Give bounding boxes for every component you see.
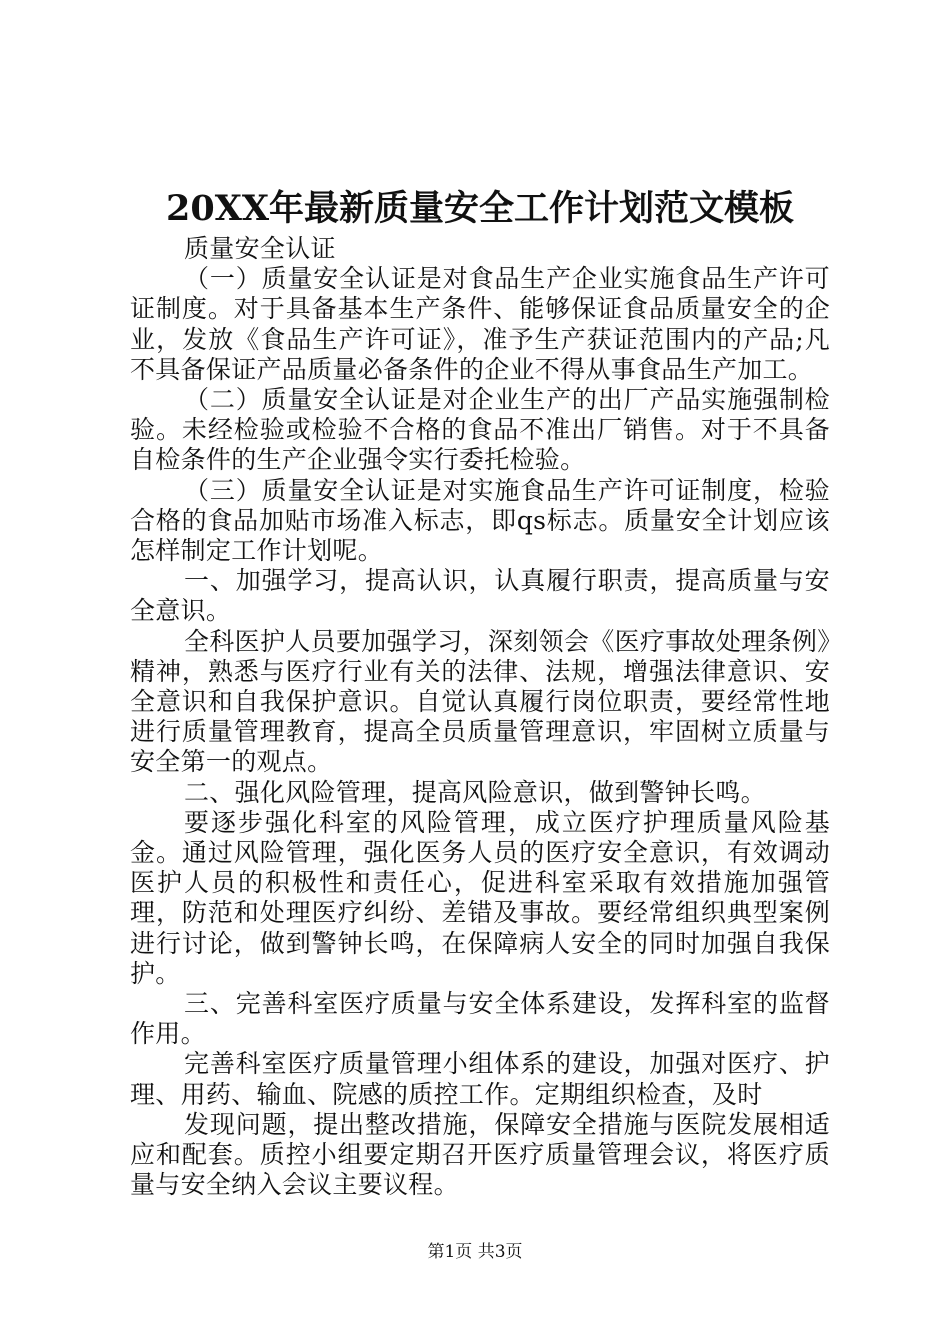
paragraph: 要逐步强化科室的风险管理，成立医疗护理质量风险基金。通过风险管理，强化医务人员的医疗安全意识，有效调动医护人员的积极性和责任心，促进科室采取有效措施加强管理，防范和处理医疗纠纷、差错及事故。要经常组织典型案例进行讨论，做到警钟长鸣，在保障病人安全的同时加强自我保护。 <box>130 807 830 988</box>
paragraph: 全科医护人员要加强学习，深刻领会《医疗事故处理条例》精神，熟悉与医疗行业有关的法律、法规，增强法律意识、安全意识和自我保护意识。自觉认真履行岗位职责，要经常性地进行质量管理教育，提高全员质量管理意识，牢固树立质量与安全第一的观点。 <box>130 626 830 777</box>
paragraph: 三、完善科室医疗质量与安全体系建设，发挥科室的监督作用。 <box>130 989 830 1049</box>
paragraph: 质量安全认证 <box>184 234 336 263</box>
document-body <box>130 234 830 1201</box>
paragraph: 完善科室医疗质量管理小组体系的建设，加强对医疗、护理、用药、输血、院感的质控工作。定期组织检查，及时 <box>130 1049 830 1109</box>
paragraph: 二、强化风险管理，提高风险意识，做到警钟长鸣。 <box>184 777 766 807</box>
document-title: 20XX年最新质量安全工作计划范文模板 <box>165 188 795 229</box>
paragraph: 一、加强学习，提高认识，认真履行职责，提高质量与安全意识。 <box>130 566 830 626</box>
paragraph: （三）质量安全认证是对实施食品生产许可证制度，检验合格的食品加贴市场准入标志，即qs标志。质量安全计划应该怎样制定工作计划呢。 <box>130 475 830 566</box>
page-footer: 第1页 共3页 <box>427 1242 523 1262</box>
paragraph: （二）质量安全认证是对企业生产的出厂产品实施强制检验。未经检验或检验不合格的食品不准出厂销售。对于不具备自检条件的生产企业强令实行委托检验。 <box>130 385 830 475</box>
paragraph: （一）质量安全认证是对食品生产企业实施食品生产许可证制度。对于具备基本生产条件、能够保证食品质量安全的企业，发放《食品生产许可证》，准予生产获证范围内的产品;凡不具备保证产品质量必备条件的企业不得从事食品生产加工。 <box>130 264 830 384</box>
paragraph: 发现问题，提出整改措施，保障安全措施与医院发展相适应和配套。质控小组要定期召开医疗质量管理会议，将医疗质量与安全纳入会议主要议程。 <box>130 1109 830 1200</box>
